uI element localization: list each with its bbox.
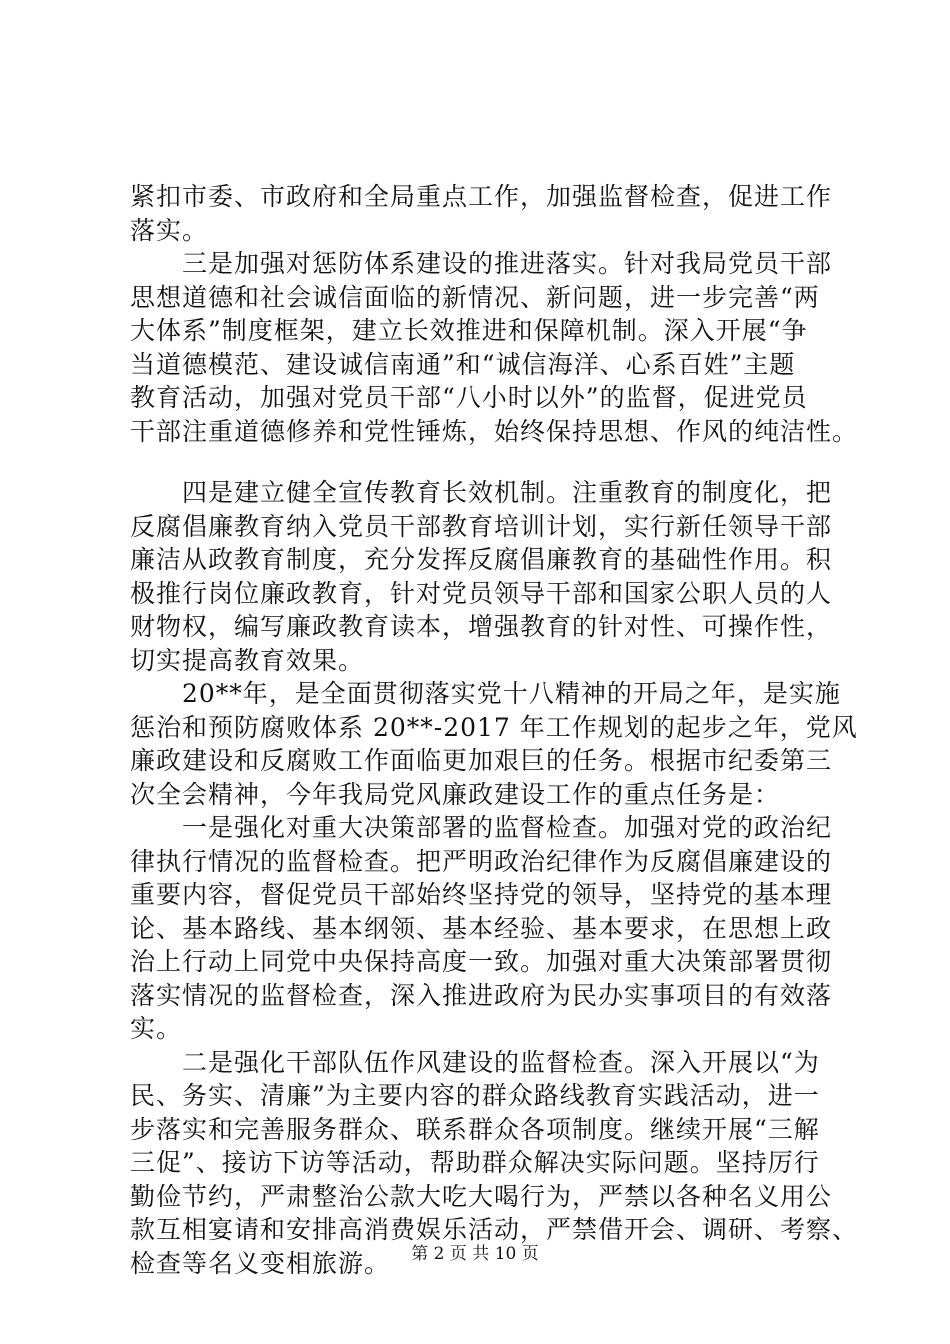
text-line: 步落实和完善服务群众、联系群众各项制度。继续开展“三解	[130, 1114, 820, 1144]
text-line: 反腐倡廉教育纳入党员干部教育培训计划，实行新任领导干部	[130, 511, 833, 541]
text-line: 论、基本路线、基本纲领、基本经验、基本要求，在思想上政	[130, 913, 833, 943]
text-line: 勤俭节约，严肃整治公款大吃大喝行为，严禁以各种名义用公	[130, 1181, 833, 1211]
text-line: 思想道德和社会诚信面临的新情况、新问题，进一步完善“两	[130, 282, 820, 312]
paragraph	[130, 247, 859, 448]
text-line: 治上行动上同党中央保持高度一致。加强对重大决策部署贯彻	[130, 947, 833, 976]
text-line: 律执行情况的监督检查。把严明政治纪律作为反腐倡廉建设的	[130, 846, 833, 876]
paragraph-gap	[130, 448, 845, 476]
text-line: 检查等名义变相旅游。	[130, 1248, 391, 1278]
text-line: 落实。	[130, 215, 209, 245]
text-line: 三是加强对惩防体系建设的推进落实。针对我局党员干部	[182, 249, 833, 278]
text-line: 廉洁从政教育制度，充分发挥反腐倡廉教育的基础性作用。积	[130, 545, 833, 574]
text-line: 廉政建设和反腐败工作面临更加艰巨的任务。根据市纪委第三	[130, 746, 833, 775]
text-line: 次全会精神，今年我局党风廉政建设工作的重点任务是：	[130, 779, 781, 809]
text-line: 教育活动，加强对党员干部“八小时以外”的监督，促进党员	[130, 383, 808, 412]
text-line: 大体系”制度框架，建立长效推进和保障机制。深入开展“争	[130, 316, 808, 345]
text-line: 三促”、接访下访等活动，帮助群众解决实际问题。坚持厉行	[130, 1148, 820, 1177]
text-line: 款互相宴请和安排高消费娱乐活动，严禁借开会、调研、考察、	[130, 1215, 859, 1244]
paragraph	[130, 677, 858, 811]
text-line: 20**年，是全面贯彻落实党十八精神的开局之年，是实施	[182, 679, 841, 708]
text-line: 实。	[130, 1014, 183, 1043]
document-body	[130, 180, 859, 1280]
text-line: 一是强化对重大决策部署的监督检查。加强对党的政治纪	[182, 813, 833, 842]
text-line: 当道德模范、建设诚信南通”和“诚信海洋、心系百姓”主题	[130, 349, 796, 379]
text-line: 落实情况的监督检查，深入推进政府为民办实事项目的有效落	[130, 980, 833, 1010]
text-line: 紧扣市委、市政府和全局重点工作，加强监督检查，促进工作	[130, 182, 833, 211]
text-line: 切实提高教育效果。	[130, 645, 365, 675]
page-footer: 第 2 页 共 10 页	[411, 1244, 539, 1264]
paragraph	[130, 180, 845, 247]
paragraph	[130, 811, 845, 1046]
paragraph	[130, 476, 845, 677]
text-line: 民、务实、清廉”为主要内容的群众路线教育实践活动，进一	[130, 1081, 820, 1110]
text-line: 惩治和预防腐败体系 20**-2017 年工作规划的起步之年，党风	[130, 712, 858, 742]
text-line: 二是强化干部队伍作风建设的监督检查。深入开展以“为	[182, 1047, 820, 1077]
text-line: 重要内容，督促党员干部始终坚持党的领导，坚持党的基本理	[130, 880, 833, 909]
text-line: 极推行岗位廉政教育，针对党员领导干部和国家公职人员的人	[130, 578, 833, 608]
text-line: 财物权，编写廉政教育读本，增强教育的针对性、可操作性，	[130, 612, 833, 641]
text-line: 干部注重道德修养和党性锤炼，始终保持思想、作风的纯洁性。	[130, 416, 859, 446]
text-line: 四是建立健全宣传教育长效机制。注重教育的制度化，把	[182, 478, 833, 507]
